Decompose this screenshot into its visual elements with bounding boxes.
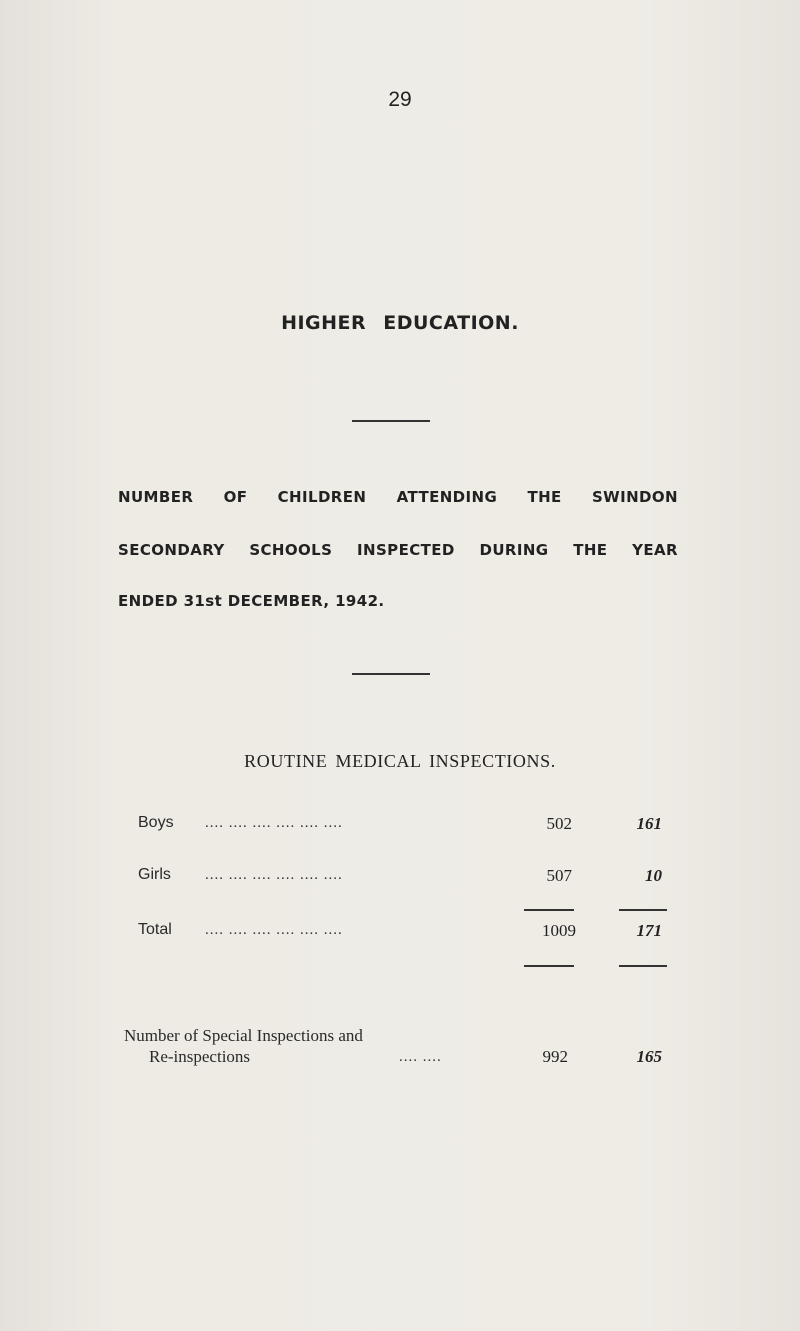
- page-heading: HIGHER EDUCATION.: [281, 312, 519, 334]
- special-inspections-value1: 992: [542, 1047, 568, 1066]
- row-label-total: Total: [138, 921, 172, 938]
- row-leaders-boys: .... .... .... .... .... ....: [205, 815, 343, 831]
- intro-line-2: SECONDARY SCHOOLS INSPECTED DURING THE YEAR: [118, 541, 678, 559]
- section-title: ROUTINE MEDICAL INSPECTIONS.: [244, 751, 556, 771]
- divider-rule-top: [352, 420, 430, 422]
- page-number: 29: [388, 88, 412, 111]
- row-label-boys: Boys: [138, 814, 174, 831]
- row-value1-girls: 507: [546, 866, 572, 885]
- special-inspections-line-1: Number of Special Inspections and: [124, 1026, 363, 1045]
- row-value2-total: 171: [636, 921, 662, 940]
- row-value2-boys: 161: [636, 814, 662, 833]
- sum-line-col1-bottom: [524, 965, 574, 967]
- row-leaders-total: .... .... .... .... .... ....: [205, 922, 343, 938]
- sum-line-col1-top: [524, 909, 574, 911]
- row-label-girls: Girls: [138, 866, 171, 883]
- divider-rule-bottom: [352, 673, 430, 675]
- row-value2-girls: 10: [645, 866, 662, 885]
- row-leaders-girls: .... .... .... .... .... ....: [205, 867, 343, 883]
- special-inspections-value2: 165: [636, 1047, 662, 1066]
- intro-line-3: ENDED 31st DECEMBER, 1942.: [118, 592, 385, 610]
- row-value1-total: 1009: [542, 921, 576, 940]
- sum-line-col2-bottom: [619, 965, 667, 967]
- intro-line-1: NUMBER OF CHILDREN ATTENDING THE SWINDON: [118, 488, 678, 506]
- special-inspections-line-2: Re-inspections: [149, 1047, 251, 1066]
- row-value1-boys: 502: [546, 814, 572, 833]
- special-inspections-leaders: .... ....: [399, 1049, 442, 1065]
- sum-line-col2-top: [619, 909, 667, 911]
